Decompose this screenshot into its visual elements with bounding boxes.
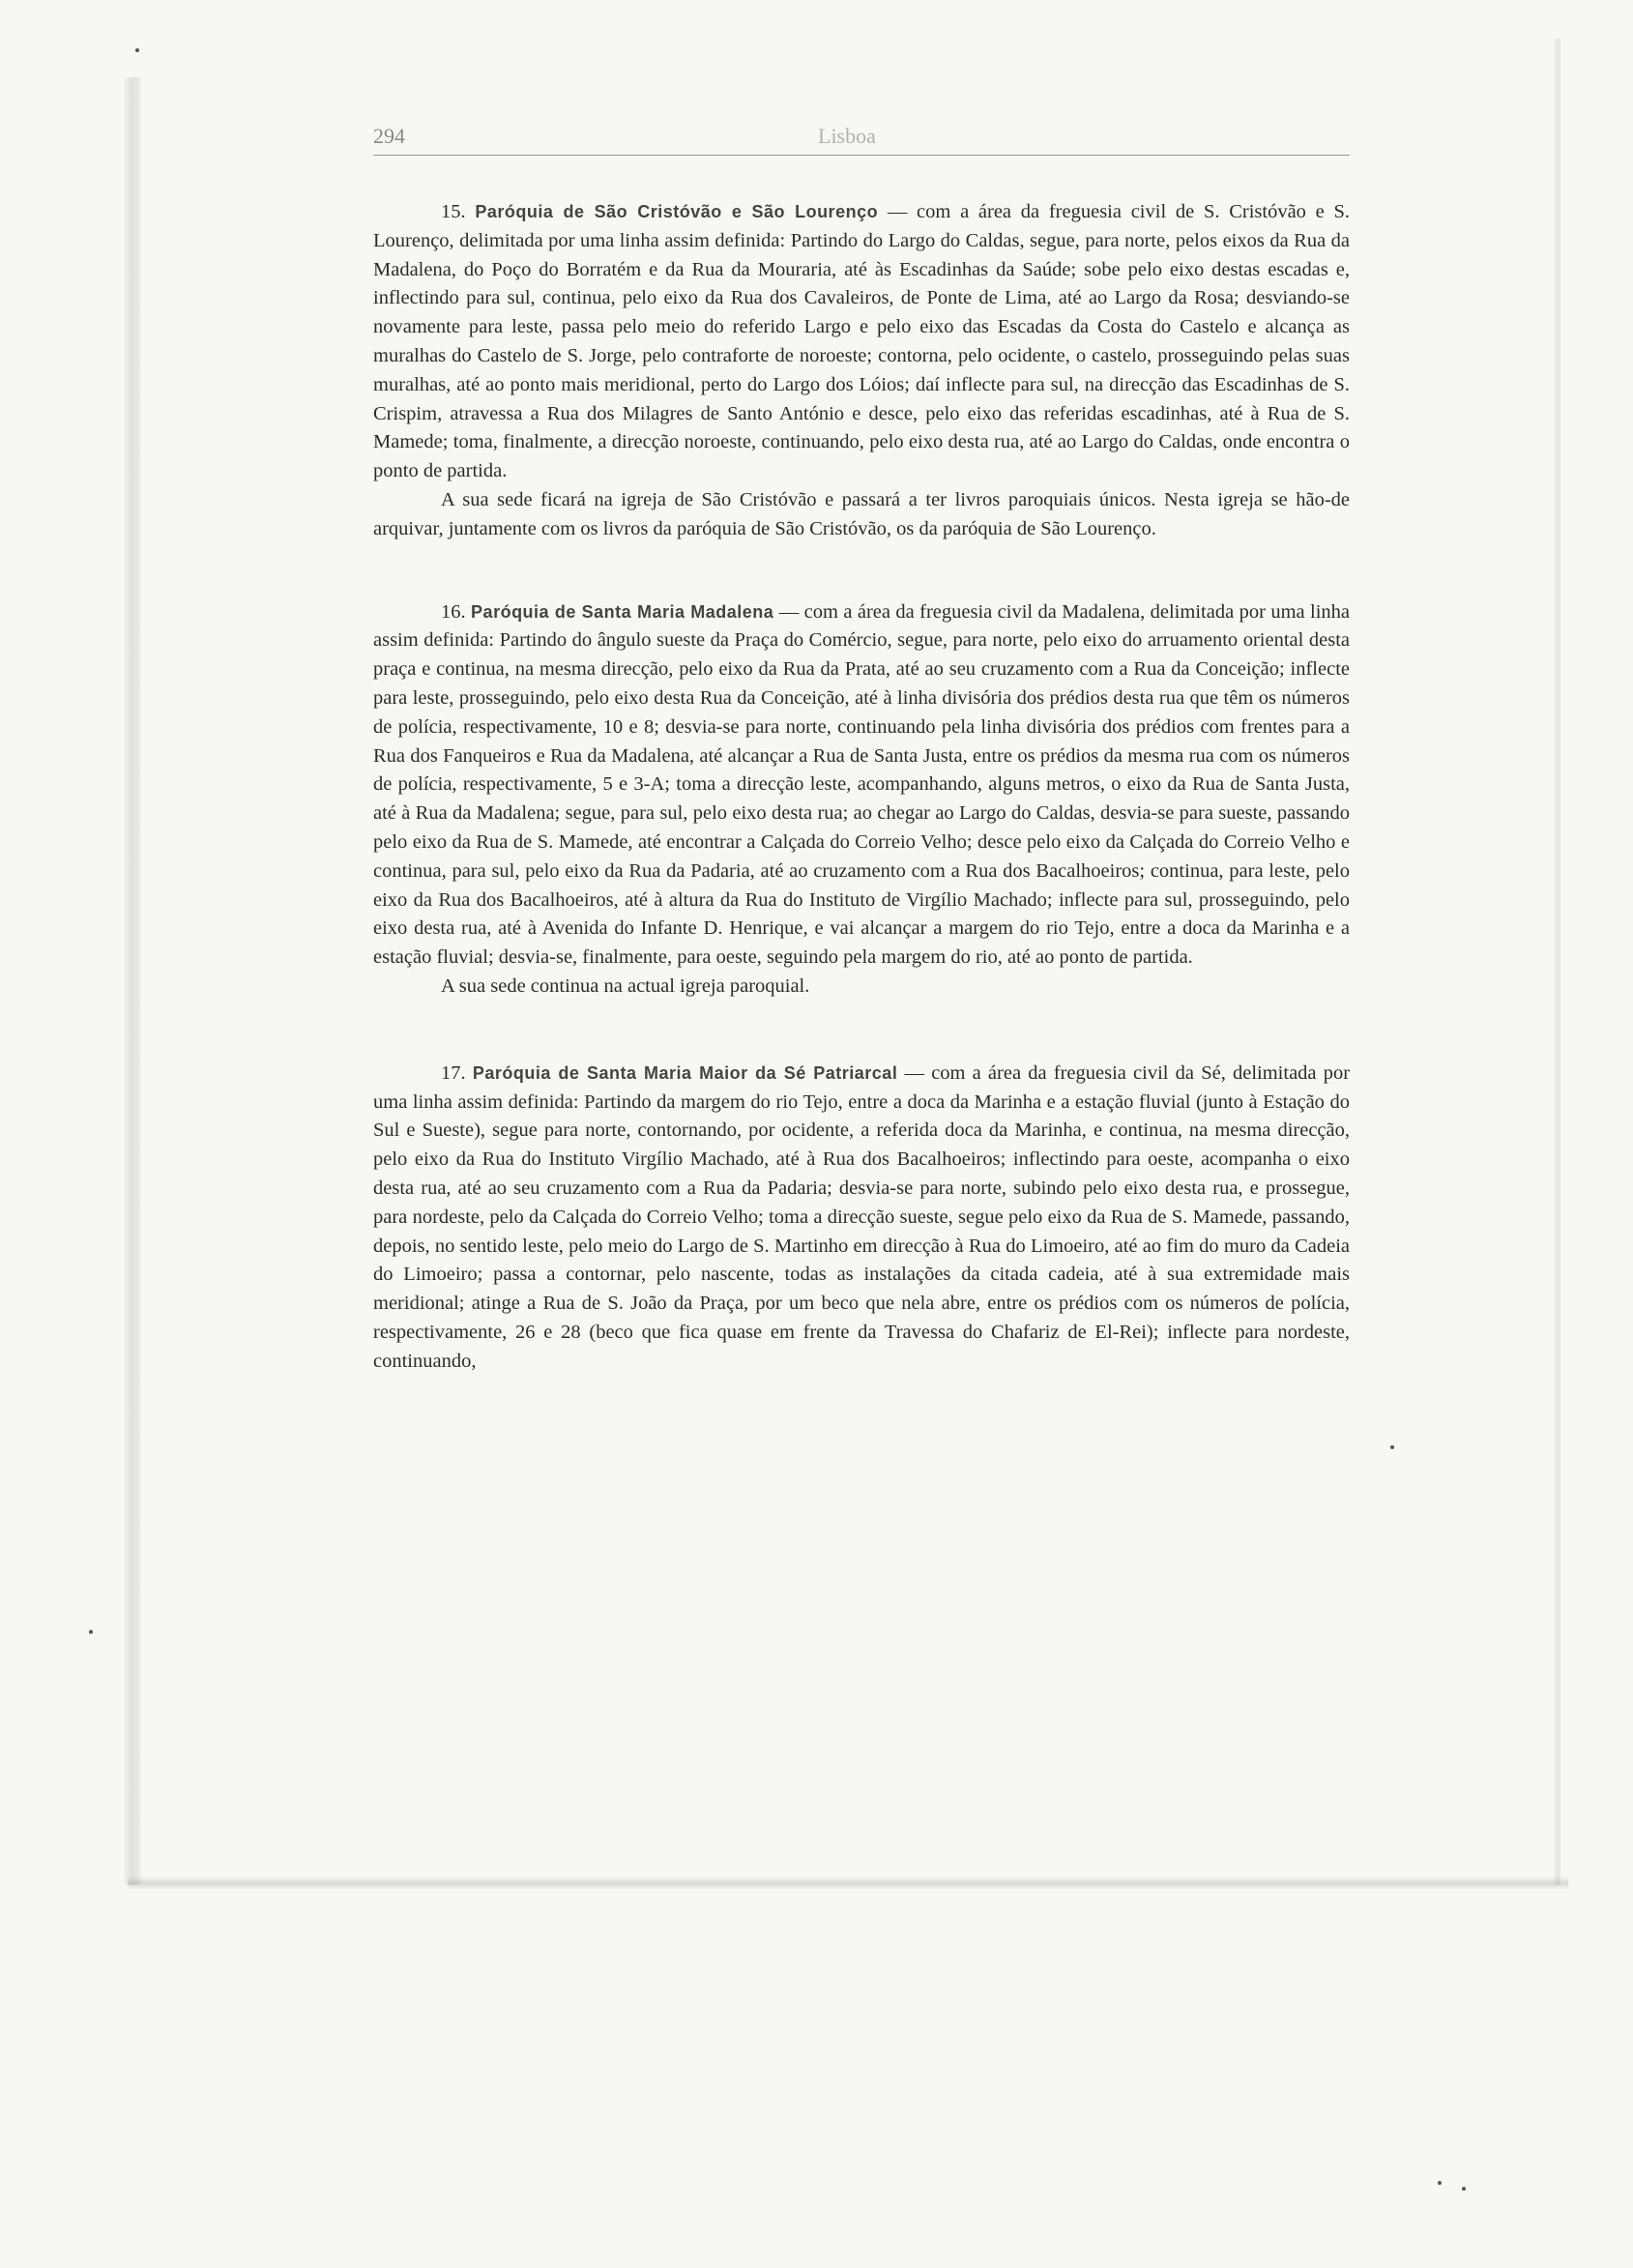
section-15: [373, 198, 1350, 544]
section-body: — com a área da freguesia civil da Madalena, delimitada por uma linha assim definida: Partindo do ângulo sueste da Praça do Comércio, segue, para norte, pelo eixo do arruamento oriental desta praça e continua, na mesma direcção, pelo eixo da Rua da Prata, até ao seu cruzamento com a Rua da Conceição; inflecte para leste, prosseguindo, pelo eixo desta Rua da Conceição, até à linha divisória dos prédios desta rua que têm os números de polícia, respectivamente, 10 e 8; desvia-se para norte, continuando pela linha divisória dos prédios com frentes para a Rua dos Fanqueiros e Rua da Madalena, até alcançar a Rua de Santa Justa, entre os prédios da mesma rua com os números de polícia, respectivamente, 5 e 3-A; toma a direcção leste, acompanhando, alguns metros, o eixo da Rua de Santa Justa, até à Rua da Madalena; segue, para sul, pelo eixo desta rua; ao chegar ao Largo do Caldas, desvia-se para sueste, passando pelo eixo da Rua de S. Mamede, até encontrar a Calçada do Correio Velho; desce pelo eixo da Calçada do Correio Velho e continua, para sul, pelo eixo da Rua da Padaria, até ao cruzamento com a Rua dos Bacalhoeiros; continua, para leste, pelo eixo da Rua dos Bacalhoeiros, até à altura da Rua do Instituto de Virgílio Machado; inflecte para sul, prosseguindo, pelo eixo desta rua, até à Avenida do Infante D. Henrique, e vai alcançar a margem do rio Tejo, entre a doca da Marinha e a estação fluvial; desvia-se, finalmente, para oeste, seguindo pela margem do rio, até ao ponto de partida.: [373, 600, 1351, 969]
section-paragraph: [373, 598, 1350, 973]
section-sede: A sua sede ficará na igreja de São Cristóvão e passará a ter livros paroquiais únicos. Nesta igreja se hão-de arquivar, juntamente com os livros da paróquia de São Cristóvão, os da paróquia de São Lourenço.: [373, 488, 1350, 539]
scan-speck: [89, 1630, 93, 1634]
document-page: [373, 116, 1350, 1376]
section-heading: Paróquia de Santa Maria Maior da Sé Patriarcal: [472, 1062, 898, 1083]
scan-speck: [1462, 2187, 1466, 2191]
section-number: 17.: [441, 1061, 466, 1084]
section-16: [373, 598, 1350, 1002]
section-sede: A sua sede continua na actual igreja paroquial.: [441, 974, 810, 997]
scan-shadow-left: [124, 77, 141, 1885]
section-heading: Paróquia de São Cristóvão e São Lourenço: [475, 202, 879, 221]
scan-speck: [1438, 2181, 1442, 2185]
scan-speck: [1390, 1445, 1394, 1449]
scan-shadow-bottom: [128, 1877, 1568, 1889]
running-header: [373, 116, 1350, 156]
scan-speck: [135, 48, 139, 52]
section-body: — com a área da freguesia civil da Sé, delimitada por uma linha assim definida: Partindo da margem do rio Tejo, entre a doca da Marinha e a estação fluvial (junto à Estação do Sul e Sueste), segue para norte, contornando, por ocidente, a referida doca da Marinha, e continua, na mesma direcção, pelo eixo da Rua do Instituto Virgílio Machado, até à Rua dos Bacalhoeiros; inflectindo para oeste, acompanha o eixo desta rua, até ao seu cruzamento com a Rua da Padaria; desvia-se para norte, subindo pelo eixo desta rua, e prossegue, para nordeste, pelo da Calçada do Correio Velho; toma a direcção sueste, segue pelo eixo da Rua de S. Mamede, passando, depois, no sentido leste, pelo meio do Largo de S. Martinho em direcção à Rua do Limoeiro, até ao fim do muro da Cadeia do Limoeiro; passa a contornar, pelo nascente, todas as instalações da citada cadeia, até à sua extremidade mais meridional; atinge a Rua de S. João da Praça, por um beco que nela abre, entre os prédios com os números de polícia, respectivamente, 26 e 28 (beco que fica quase em frente da Travessa do Chafariz de El-Rei); inflecte para nordeste, continuando,: [373, 1061, 1351, 1372]
section-paragraph: [373, 198, 1350, 486]
scan-shadow-right: [1555, 39, 1560, 1885]
page-number: 294: [373, 124, 405, 148]
running-title: Lisboa: [818, 124, 876, 148]
section-17: [373, 1060, 1350, 1377]
section-paragraph: [373, 1060, 1350, 1377]
section-number: 16.: [441, 600, 466, 623]
section-number: 15.: [441, 201, 466, 222]
section-heading: Paróquia de Santa Maria Madalena: [471, 601, 774, 622]
section-body: — com a área da freguesia civil de S. Cristóvão e S. Lourenço, delimitada por uma linha assim definida: Partindo do Largo do Caldas, segue, para norte, pelos eixos da Rua da Madalena, do Poço do Borratém e da Rua da Mouraria, até às Escadinhas da Saúde; sobe pelo eixo destas escadas e, inflectindo para sul, continua, pelo eixo da Rua dos Cavaleiros, de Ponte de Lima, até ao Largo da Rosa; desviando-se novamente para leste, passa pelo meio do referido Largo e pelo eixo das Escadas da Costa do Castelo e alcança as muralhas do Castelo de S. Jorge, pelo contraforte de noroeste; contorna, pelo ocidente, o castelo, prosseguindo pelas suas muralhas, até ao ponto mais meridional, perto do Largo dos Lóios; daí inflecte para sul, na direcção das Escadinhas de S. Crispim, atravessa a Rua dos Milagres de Santo António e desce, pelo eixo das referidas escadinhas, até à Rua de S. Mamede; toma, finalmente, a direcção noroeste, continuando, pelo eixo desta rua, até ao Largo do Caldas, onde encontra o ponto de partida.: [373, 201, 1351, 482]
